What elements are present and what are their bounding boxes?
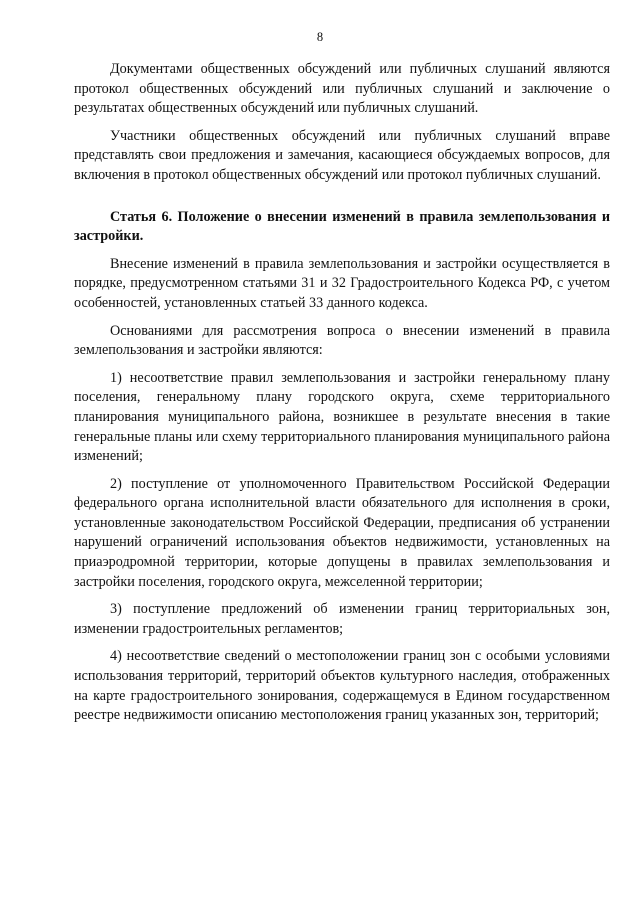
paragraph-participants: Участники общественных обсуждений или публичных слушаний вправе представлять свои предложения и замечания, касающиеся обсуждаемых вопросов, для включения в протокол общественных обсуждений или протокол публичных слушаний.	[74, 127, 610, 183]
list-item: 3) поступление предложений об изменении границ территориальных зон, изменении градостроительных регламентов;	[74, 601, 610, 637]
list-item: 4) несоответствие сведений о местоположении границ зон с особыми условиями использования территорий, территорий объектов культурного наследия, отображенных на карте градостроительного зонирования, содержащемуся в Едином государственном реестре недвижимости описанию местоположения границ указанных зон, территорий;	[74, 648, 610, 724]
page-content	[74, 60, 610, 734]
list-item: 2) поступление от уполномоченного Правительством Российской Федерации федерального органа исполнительной власти обязательного для исполнения в сроки, установленные законодательством Российской Федерации, предписания об устранении нарушений ограничений использования объектов недвижимости, установленных на приаэродромной территории, которые допущены в правилах землепользования и застройки поселения, городского округа, межселенной территории;	[74, 475, 610, 590]
page-number: 8	[316, 30, 324, 44]
grounds-lead: Основаниями для рассмотрения вопроса о внесении изменений в правила землепользования и застройки являются:	[74, 322, 610, 359]
paragraph-documents: Документами общественных обсуждений или публичных слушаний являются протокол общественных обсуждений или публичных слушаний и заключение о результатах общественных обсуждений или публичных слушаний.	[74, 61, 610, 117]
article-intro: Внесение изменений в правила землепользования и застройки осуществляется в порядке, предусмотренном статьями 31 и 32 Градостроительного Кодекса РФ, с учетом особенностей, установленных статьей 33 данного кодекса.	[74, 255, 610, 311]
list-item: 1) несоответствие правил землепользования и застройки генеральному плану поселения, генеральному плану городского округа, схеме территориального планирования муниципального района, возникшее в результате внесения в такие генеральные планы или схему территориального планирования муниципального района изменений;	[74, 369, 610, 465]
article-heading: Статья 6. Положение о внесении изменений в правила землепользования и застройки.	[74, 208, 610, 245]
